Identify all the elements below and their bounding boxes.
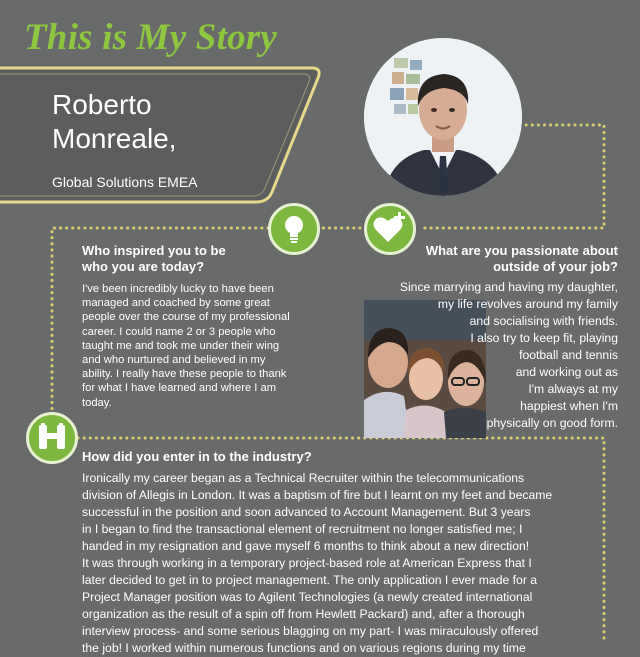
heart-plus-icon	[364, 203, 416, 255]
passion-answer-line: and working out as	[515, 365, 618, 379]
name-first: Roberto	[52, 89, 152, 120]
inspired-answer-line: people over the course of my professional	[82, 311, 290, 324]
portrait-photo	[364, 38, 522, 196]
passion-question	[426, 243, 618, 275]
inspired-answer-line: taught me and took me under their wing	[82, 339, 280, 352]
inspired-answer-line: ability. I really have these people to thank	[82, 368, 287, 381]
industry-answer-line: later decided to get in to project management. The only application I ever made for a	[82, 573, 538, 587]
inspired-answer-line: career. I could name 2 or 3 people who	[82, 325, 276, 338]
lightbulb-icon	[268, 203, 320, 255]
binoculars-icon	[26, 412, 78, 464]
inspired-question-line2: who you are today?	[82, 259, 205, 274]
industry-answer-line: handed in my resignation and gave myself 6 months to think about a new direction!	[82, 539, 530, 553]
industry-question: How did you enter in to the industry?	[82, 449, 312, 464]
industry-answer-line: Project Manager position was to Agilent Technologies (a newly created international	[82, 590, 533, 604]
inspired-question	[82, 243, 226, 275]
industry-answer-line: successful in the position and soon advanced to Account Management. But 3 years	[82, 505, 531, 519]
industry-answer-line: It was through working in a temporary project-based role at American Express that I	[82, 556, 532, 570]
inspired-answer-line: I've been incredibly lucky to have been	[82, 283, 274, 295]
industry-answer-line: in I began to find the transactional element of recruitment no longer satisfied me; I	[82, 522, 523, 536]
passion-answer-line: and socialising with friends.	[469, 314, 618, 328]
page-title: This is My Story	[24, 17, 277, 58]
passion-question-line2: outside of your job?	[493, 259, 618, 274]
passion-answer	[400, 279, 618, 432]
passion-answer-line: physically on good form.	[486, 416, 618, 430]
passion-answer-line: Since marrying and having my daughter,	[399, 280, 618, 294]
inspired-question-line1: Who inspired you to be	[82, 243, 226, 258]
industry-answer-line: Ironically my career began as a Technical Recruiter within the telecommunications	[82, 471, 525, 485]
passion-answer-line: I'm always at my	[528, 382, 618, 396]
inspired-answer-line: for what I have learned and where I am	[82, 382, 277, 395]
inspired-answer-line: today.	[82, 396, 112, 409]
industry-answer-line: interview process- and some serious blagging on my part- I was miraculously offered	[82, 624, 539, 638]
passion-answer-line: football and tennis	[519, 348, 618, 362]
inspired-answer-line: and who nurtured and believed in my	[82, 354, 266, 367]
passion-answer-line: happiest when I'm	[520, 399, 618, 413]
passion-question-line1: What are you passionate about	[425, 243, 618, 258]
industry-answer-line: division of Allegis in London. It was a baptism of fire but I learnt on my feet and became	[82, 488, 553, 502]
industry-answer-line: the job! I worked within numerous functions and on various regions during my time	[82, 641, 526, 655]
passion-answer-line: my life revolves around my family	[437, 297, 618, 311]
inspired-answer	[82, 282, 322, 410]
industry-answer	[82, 470, 612, 657]
job-role: Global Solutions EMEA	[52, 174, 198, 190]
name-last: Monreale,	[52, 123, 177, 154]
passion-answer-line: I also try to keep fit, playing	[470, 331, 618, 345]
industry-answer-line: organization as the result of a spin off from Hewlett Packard) and, after a thorough	[82, 607, 525, 621]
inspired-answer-line: managed and coached by some great	[82, 297, 270, 310]
